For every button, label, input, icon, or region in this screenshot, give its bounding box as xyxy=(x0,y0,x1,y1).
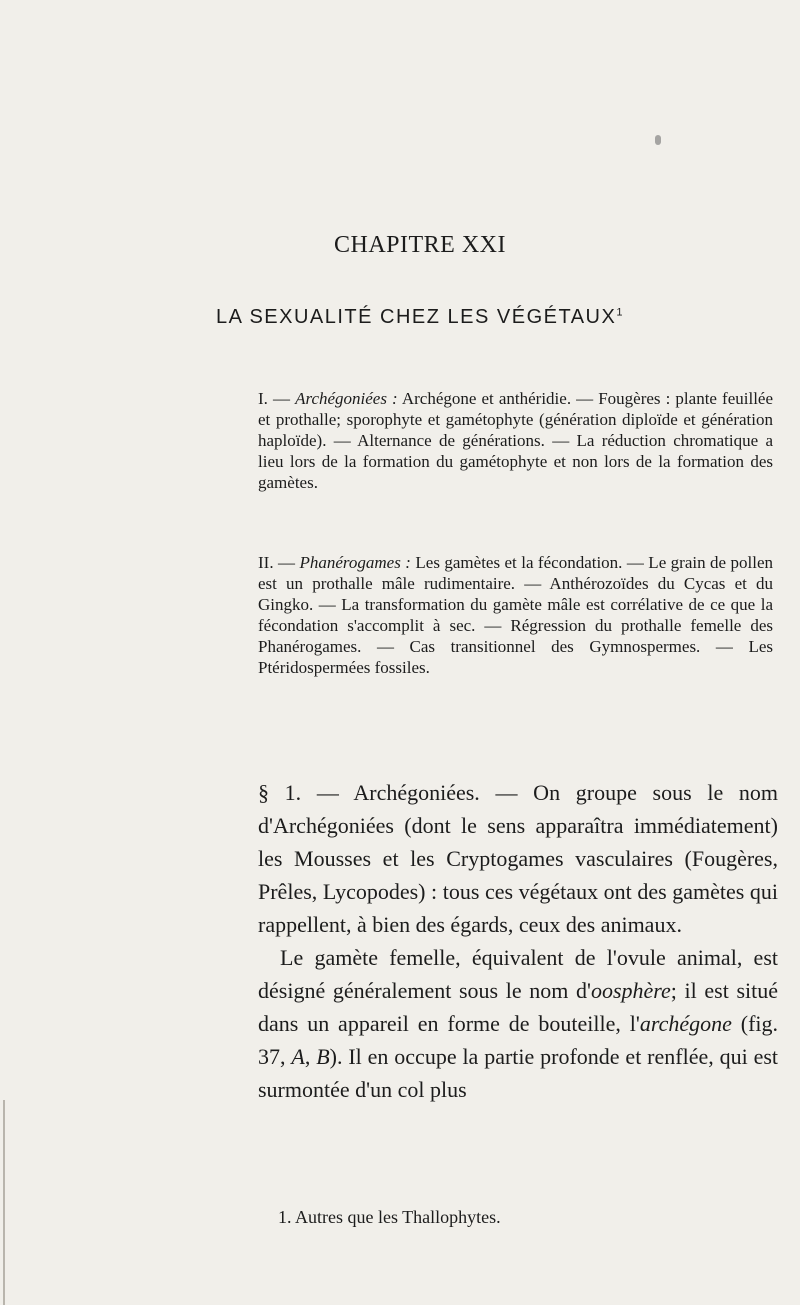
paragraph-text: ; il est situé dans un appareil en forme de bouteille, l' xyxy=(258,978,779,1036)
paragraph-text: (fig. 37, xyxy=(258,1011,779,1069)
paragraph-text: ). Il en occupe la partie profonde et renflée, qui est surmontée d'un col plus xyxy=(258,1044,779,1102)
paragraph-text: , xyxy=(304,1044,317,1069)
section-paragraph xyxy=(258,776,778,941)
section-paragraph xyxy=(258,941,778,1106)
section-label: § 1. — xyxy=(258,780,339,805)
summary-item-archegoniees xyxy=(258,388,773,493)
footnote-marker: 1 xyxy=(616,306,624,319)
page-edge-shadow xyxy=(3,1100,5,1305)
summary-item-phanerogames xyxy=(258,552,773,678)
summary-heading: Phanérogames : xyxy=(299,553,411,572)
summary-text: Archégone et anthéridie. — Fougères : plante feuillée et prothalle; sporophyte et gamétophyte (génération diploïde et génération haploïde). — Alternance de générations. — La réduction chromatique a lieu lors de la formation du gamétophyte et non lors de la formation des gamètes. xyxy=(258,389,774,492)
paragraph-text: Le gamète femelle, équivalent de l'ovule animal, est désigné généralement sous le nom d' xyxy=(258,945,778,1003)
chapter-title xyxy=(0,306,800,329)
footnote: 1. Autres que les Thallophytes. xyxy=(278,1207,501,1227)
section-paragraph-text: — On groupe sous le nom d'Archégoniées (dont le sens apparaîtra immédiatement) les Mousses et les Cryptogames vasculaires (Fougères, Prêles, Lycopodes) : tous ces végétaux ont des gamètes qui rappellent, à bien des égards, ceux des animaux. xyxy=(258,780,779,937)
ink-speck xyxy=(655,135,661,145)
chapter-title-text: LA SEXUALITÉ CHEZ LES VÉGÉTAUX xyxy=(216,306,617,328)
term-archegone: archégone xyxy=(639,1011,732,1036)
summary-text: Les gamètes et la fécondation. — Le grain de pollen est un prothalle mâle rudimentaire. — Anthérozoïdes du Cycas et du Gingko. — La transformation du gamète mâle est corrélative de ce que la fécondation s'accomplit à sec. — Régression du prothalle femelle des Phanérogames. — Cas transitionnel des Gymnospermes. — Les Ptéridospermées fossiles. xyxy=(258,553,774,677)
term-oosphere: oosphère xyxy=(590,978,671,1003)
section-heading: Archégoniées. xyxy=(353,780,480,805)
summary-number: I. — xyxy=(258,389,290,408)
chapter-number: CHAPITRE XXI xyxy=(334,232,506,258)
summary-number: II. — xyxy=(258,553,296,572)
figure-ref-b: B xyxy=(316,1044,330,1069)
summary-heading: Archégoniées : xyxy=(295,389,398,408)
figure-ref-a: A xyxy=(291,1044,305,1069)
section-archegoniees xyxy=(258,776,778,1106)
